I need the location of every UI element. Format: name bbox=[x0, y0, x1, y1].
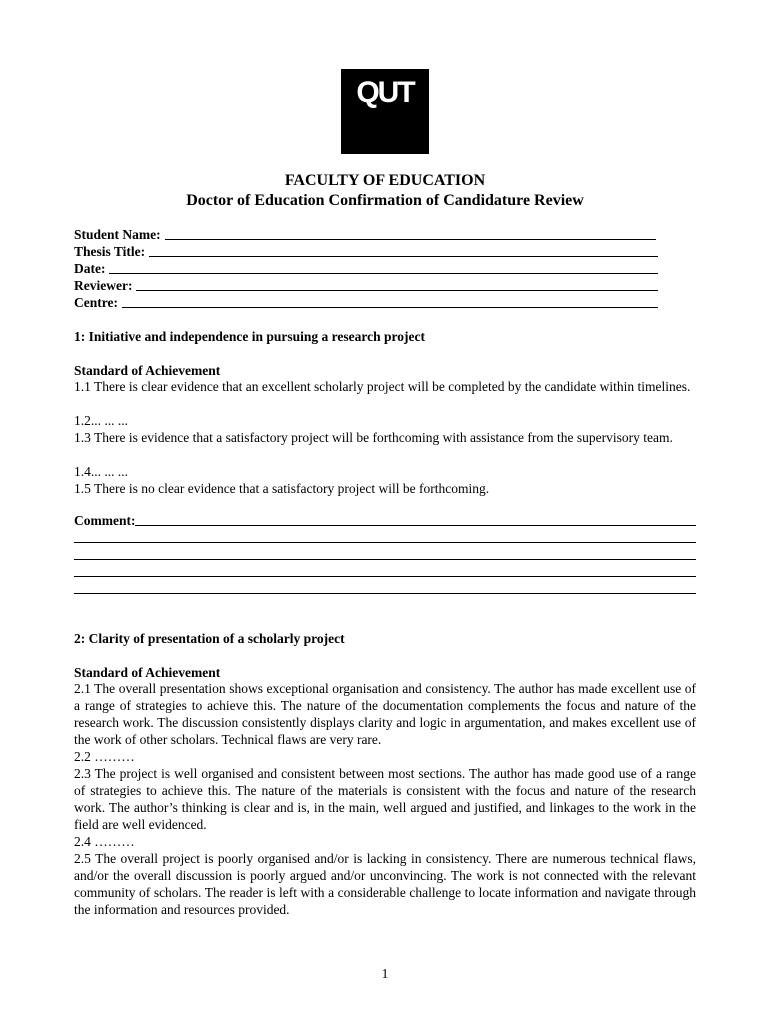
student-name-line[interactable] bbox=[165, 227, 656, 240]
centre-label: Centre: bbox=[74, 295, 118, 310]
reviewer-line[interactable] bbox=[136, 278, 658, 291]
section2-item-3: 2.3 The project is well organised and consistent between most sections. The author has made good use of a range of strategies to achieve this. The nature of the materials is consistent with the focus and nature of the research work. The author’s thinking is clear and is, in the main, well argued and justified, and linkages to the work in the field are well evidenced. bbox=[74, 766, 696, 832]
comment-label: Comment: bbox=[74, 513, 136, 528]
section1-item-1: 1.1 There is clear evidence that an excellent scholarly project will be completed by the candidate within timelines. bbox=[74, 379, 691, 394]
section1-item-4: 1.4... ... ... bbox=[74, 464, 128, 479]
comment-line-1[interactable] bbox=[135, 513, 696, 526]
section1-heading: 1: Initiative and independence in pursuing a research project bbox=[74, 329, 426, 344]
comment-line-5[interactable] bbox=[74, 593, 696, 594]
comment-field[interactable] bbox=[74, 512, 696, 529]
logo-text: QUT bbox=[356, 76, 414, 109]
centre-line[interactable] bbox=[122, 295, 658, 308]
section2-item-4: 2.4 ……… bbox=[74, 834, 135, 849]
faculty-title: FACULTY OF EDUCATION bbox=[284, 172, 486, 189]
page-number: 1 bbox=[381, 966, 389, 981]
section2-heading: 2: Clarity of presentation of a scholarly project bbox=[74, 631, 345, 646]
comment-line-2[interactable] bbox=[74, 542, 696, 543]
section1-item-3: 1.3 There is evidence that a satisfactory project will be forthcoming with assistance from the supervisory team. bbox=[74, 430, 673, 445]
comment-line-3[interactable] bbox=[74, 559, 696, 560]
student-name-label: Student Name: bbox=[74, 227, 161, 242]
thesis-title-label: Thesis Title: bbox=[74, 244, 146, 259]
date-line[interactable] bbox=[109, 261, 658, 274]
section2-item-2: 2.2 ……… bbox=[74, 749, 135, 764]
comment-line-4[interactable] bbox=[74, 576, 696, 577]
section2-item-5: 2.5 The overall project is poorly organised and/or is lacking in consistency. There are numerous technical flaws, and/or the overall discussion is poorly argued and/or unconvincing. The work is not connected with the relevant community of scholars. The reader is left with a considerable challenge to locate information and navigate through the information and resources provided. bbox=[74, 851, 696, 917]
centre-field[interactable] bbox=[74, 294, 658, 311]
reviewer-field[interactable] bbox=[74, 277, 658, 294]
reviewer-label: Reviewer: bbox=[74, 278, 133, 293]
section1-item-2: 1.2... ... ... bbox=[74, 413, 128, 428]
thesis-title-line[interactable] bbox=[149, 244, 658, 257]
thesis-title-field[interactable] bbox=[74, 243, 658, 260]
section2-standard-label: Standard of Achievement bbox=[74, 665, 221, 680]
date-label: Date: bbox=[74, 261, 106, 276]
section1-standard-label: Standard of Achievement bbox=[74, 363, 221, 378]
qut-logo bbox=[341, 69, 429, 154]
section1-item-5: 1.5 There is no clear evidence that a satisfactory project will be forthcoming. bbox=[74, 481, 490, 496]
student-name-field[interactable] bbox=[74, 226, 656, 243]
date-field[interactable] bbox=[74, 260, 658, 277]
form-title: Doctor of Education Confirmation of Candidature Review bbox=[186, 192, 584, 209]
section2-item-1: 2.1 The overall presentation shows exceptional organisation and consistency. The author has made excellent use of a range of strategies to achieve this. The nature of the documentation complements the focus and nature of the research work. The discussion consistently displays clarity and logic in argumentation, and makes excellent use of the work of other scholars. Technical flaws are very rare. bbox=[74, 681, 696, 747]
